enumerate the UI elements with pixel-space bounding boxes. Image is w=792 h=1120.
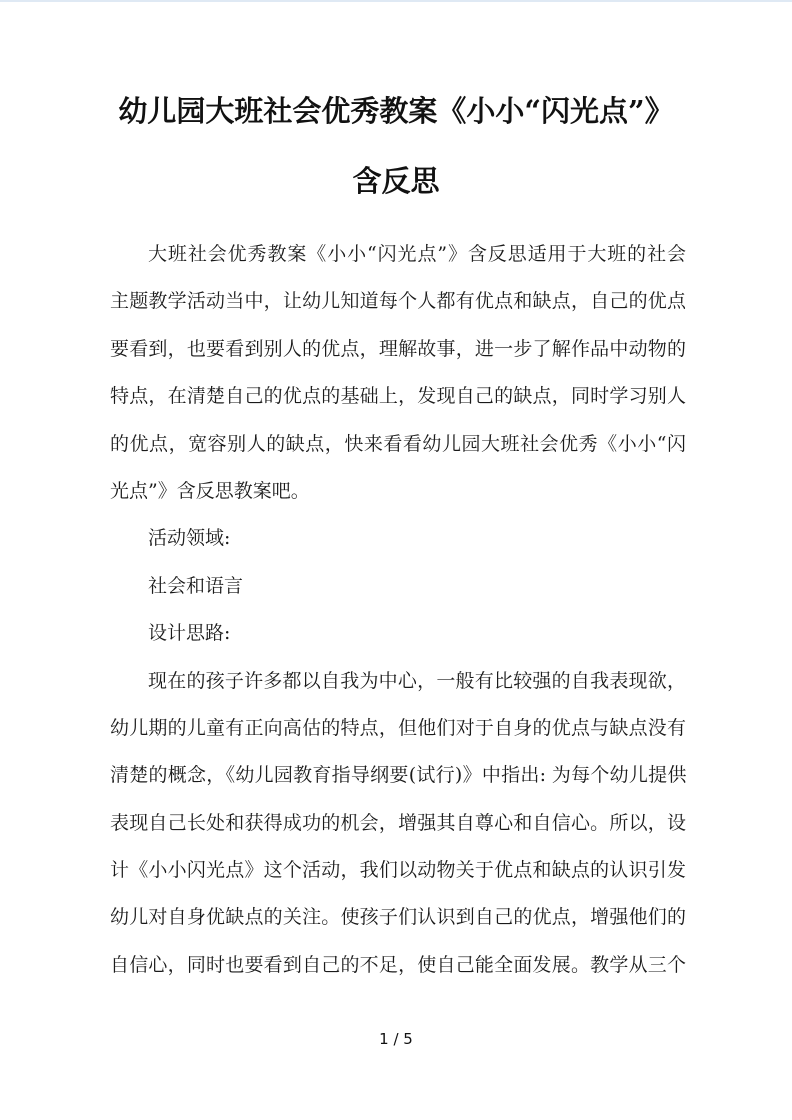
text-line: 表现自己长处和获得成功的机会，增强其自尊心和自信心。所以，设 [110, 811, 686, 834]
text-line: 设计思路: [148, 622, 231, 645]
text-line: 要看到，也要看到别人的优点，理解故事，进一步了解作品中动物的 [110, 337, 686, 360]
text-line: 活动领域: [148, 527, 231, 550]
text-line: 清楚的概念，《幼儿园教育指导纲要(试行)》中指出: 为每个幼儿提供 [110, 764, 686, 787]
text-line: 计《小小闪光点》这个活动，我们以动物关于优点和缺点的认识引发 [110, 859, 686, 882]
text-line: 幼儿期的儿童有正向高估的特点，但他们对于自身的优点与缺点没有 [110, 716, 686, 739]
text-line: 的优点，宽容别人的缺点，快来看看幼儿园大班社会优秀《小小“闪 [110, 432, 686, 455]
document-title [108, 76, 684, 216]
text-line: 幼儿对自身优缺点的关注。使孩子们认识到自己的优点，增强他们的 [110, 906, 686, 929]
text-line: 主题教学活动当中，让幼儿知道每个人都有优点和缺点，自己的优点 [110, 290, 686, 313]
text-line: 社会和语言 [148, 574, 244, 597]
page-number: 1 / 5 [379, 1030, 413, 1048]
document-body [110, 231, 686, 989]
text-line: 特点，在清楚自己的优点的基础上，发现自己的缺点，同时学习别人 [110, 385, 686, 408]
text-line: 光点”》含反思教案吧。 [110, 479, 310, 502]
page-footer [0, 1030, 792, 1048]
page-top-border [0, 0, 792, 2]
text-line: 大班社会优秀教案《小小“闪光点”》含反思适用于大班的社会 [148, 243, 686, 265]
title-line-2: 含反思 [352, 164, 440, 198]
text-line: 现在的孩子许多都以自我为中心，一般有比较强的自我表现欲， [148, 669, 686, 692]
text-line: 自信心，同时也要看到自己的不足，使自己能全面发展。教学从三个 [110, 953, 686, 976]
title-line-1: 幼儿园大班社会优秀教案《小小“闪光点”》 [118, 94, 674, 128]
